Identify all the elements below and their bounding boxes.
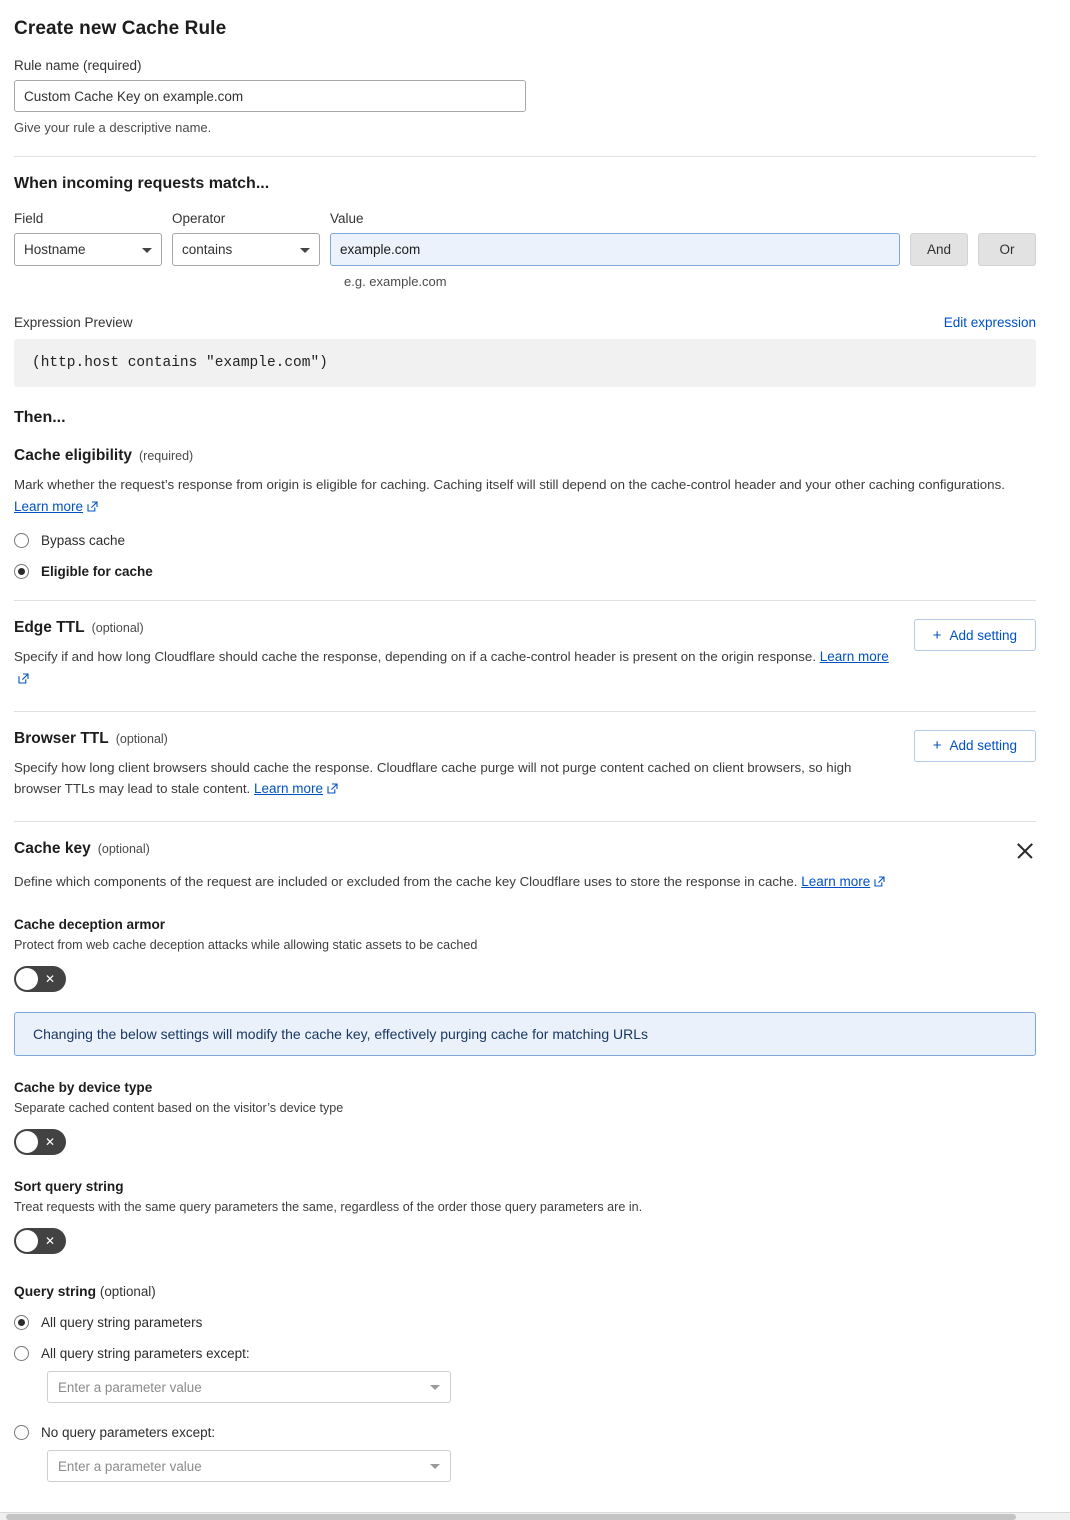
rule-name-hint: Give your rule a descriptive name.	[14, 120, 212, 135]
toggle-knob	[16, 1230, 38, 1252]
expression-preview: (http.host contains "example.com")	[14, 339, 1036, 387]
cache-key-notice: Changing the below settings will modify the cache key, effectively purging cache for matching URLs	[14, 1012, 1036, 1056]
field-select[interactable]	[14, 233, 162, 266]
query-string-optional: (optional)	[99, 1284, 156, 1300]
cache-eligibility-description-text: Mark whether the request’s response from origin is eligible for caching. Caching itself will still depend on the cache-control header and your other caching configurations.	[14, 477, 1005, 492]
radio-icon	[14, 1346, 29, 1361]
value-column	[330, 211, 900, 266]
external-link-icon	[87, 501, 98, 512]
external-link-icon	[874, 876, 885, 887]
chevron-down-icon	[142, 248, 152, 253]
radio-all-query-string-parameters[interactable]	[14, 1315, 1036, 1330]
sort-query-string-toggle[interactable]	[14, 1228, 66, 1254]
operator-select[interactable]	[172, 233, 320, 266]
toggle-off-icon: ✕	[44, 972, 55, 987]
edge-ttl-add-setting-button[interactable]	[914, 619, 1036, 651]
radio-all-query-string-parameters-label: All query string parameters	[41, 1315, 203, 1331]
toggle-knob	[16, 968, 38, 990]
scrollbar-thumb[interactable]	[6, 1514, 1016, 1520]
edge-ttl-add-setting-label: Add setting	[949, 627, 1017, 643]
operator-column	[172, 211, 320, 266]
cache-deception-armor-title: Cache deception armor	[14, 917, 166, 933]
browser-ttl-title: Browser TTL	[14, 729, 109, 747]
then-heading: Then...	[14, 409, 66, 426]
edge-ttl-learn-more[interactable]: Learn more	[819, 649, 889, 665]
expression-header	[14, 315, 1036, 330]
cache-eligibility-description	[14, 474, 1014, 517]
value-label: Value	[330, 211, 364, 226]
divider	[14, 600, 1036, 601]
radio-no-except-label: No query parameters except:	[41, 1425, 216, 1441]
field-select-value: Hostname	[24, 242, 86, 257]
browser-ttl-title-row	[14, 730, 890, 748]
all-except-parameter-placeholder: Enter a parameter value	[58, 1379, 202, 1395]
and-button[interactable]: And	[910, 233, 968, 266]
browser-ttl-add-setting-button[interactable]	[914, 730, 1036, 762]
cache-eligibility-title-row	[14, 447, 1036, 465]
cache-by-device-type-toggle[interactable]	[14, 1129, 66, 1155]
edge-ttl-description	[14, 646, 890, 689]
rule-name-input[interactable]	[14, 80, 526, 112]
radio-eligible-for-cache[interactable]	[14, 564, 1036, 579]
browser-ttl-description	[14, 757, 890, 800]
browser-ttl-section	[14, 730, 1036, 800]
radio-icon	[14, 1315, 29, 1330]
cache-key-learn-more[interactable]: Learn more	[801, 874, 871, 890]
chevron-down-icon	[430, 1385, 440, 1390]
radio-icon	[14, 533, 29, 548]
browser-ttl-description-text: Specify how long client browsers should cache the response. Cloudflare cache purge will not purge content cached on client browsers, so high browser TTLs may lead to stale content.	[14, 759, 852, 797]
query-string-title: Query string	[14, 1284, 97, 1300]
cache-eligibility-learn-more[interactable]: Learn more	[14, 498, 84, 514]
divider	[14, 821, 1036, 822]
rule-name-group	[14, 58, 1036, 135]
close-icon[interactable]	[1014, 840, 1036, 862]
plus-icon: +	[932, 626, 942, 644]
no-except-parameter-placeholder: Enter a parameter value	[58, 1458, 202, 1474]
edge-ttl-title-row	[14, 619, 890, 637]
cache-key-title-row	[14, 840, 150, 858]
cache-by-device-type-title: Cache by device type	[14, 1080, 153, 1096]
value-input[interactable]	[330, 233, 900, 266]
cache-key-description	[14, 871, 1014, 893]
radio-bypass-cache[interactable]	[14, 533, 1036, 548]
divider	[14, 156, 1036, 157]
cache-deception-armor-description: Protect from web cache deception attacks while allowing static assets to be cached	[14, 938, 478, 953]
match-row	[14, 211, 1036, 266]
radio-icon	[14, 564, 29, 579]
edge-ttl-description-text: Specify if and how long Cloudflare should cache the response, depending on if a cache-control header is present on the origin response.	[14, 649, 817, 665]
browser-ttl-optional: (optional)	[115, 731, 168, 746]
edge-ttl-title: Edge TTL	[14, 619, 85, 637]
sort-query-string-title: Sort query string	[14, 1179, 124, 1195]
horizontal-scrollbar[interactable]	[0, 1512, 1070, 1520]
no-except-parameter-select[interactable]	[47, 1450, 451, 1482]
sort-query-string-description: Treat requests with the same query parameters the same, regardless of the order those query parameters are in.	[14, 1200, 643, 1215]
all-except-parameter-select[interactable]	[47, 1371, 451, 1403]
radio-icon	[14, 1425, 29, 1440]
cache-eligibility-required: (required)	[139, 449, 194, 463]
operator-label: Operator	[172, 211, 226, 226]
page-title: Create new Cache Rule	[14, 18, 227, 39]
cache-key-header	[14, 840, 1036, 862]
external-link-icon	[327, 783, 338, 794]
cache-deception-armor-toggle[interactable]	[14, 966, 66, 992]
radio-all-query-string-parameters-except[interactable]	[14, 1346, 1036, 1361]
expression-preview-label: Expression Preview	[14, 315, 133, 330]
query-string-title-row	[14, 1284, 1036, 1299]
toggle-off-icon: ✕	[44, 1234, 55, 1249]
cache-key-description-text: Define which components of the request are included or excluded from the cache key Cloudflare uses to store the response in cache.	[14, 874, 798, 890]
browser-ttl-add-setting-label: Add setting	[949, 738, 1017, 754]
plus-icon: +	[932, 737, 942, 755]
radio-eligible-for-cache-label: Eligible for cache	[41, 564, 153, 580]
cache-key-section	[14, 840, 1036, 1482]
or-button[interactable]: Or	[978, 233, 1036, 266]
cache-key-optional: (optional)	[97, 842, 150, 857]
cache-key-title: Cache key	[14, 840, 91, 858]
radio-no-query-parameters-except[interactable]	[14, 1425, 1036, 1440]
cache-by-device-type-description: Separate cached content based on the visitor’s device type	[14, 1101, 344, 1116]
browser-ttl-learn-more[interactable]: Learn more	[253, 781, 324, 797]
rule-name-label: Rule name (required)	[14, 58, 142, 73]
value-hint: e.g. example.com	[344, 274, 447, 289]
divider	[14, 711, 1036, 712]
operator-select-value: contains	[182, 242, 233, 257]
toggle-knob	[16, 1131, 38, 1153]
cache-eligibility-section	[14, 447, 1036, 579]
external-link-icon	[18, 673, 29, 684]
radio-all-except-label: All query string parameters except:	[41, 1346, 250, 1362]
edit-expression-link[interactable]: Edit expression	[943, 315, 1036, 330]
chevron-down-icon	[300, 248, 310, 253]
match-heading: When incoming requests match...	[14, 175, 270, 192]
field-column	[14, 211, 162, 266]
edge-ttl-optional: (optional)	[91, 621, 144, 636]
chevron-down-icon	[430, 1464, 440, 1469]
radio-bypass-cache-label: Bypass cache	[41, 533, 126, 549]
toggle-off-icon: ✕	[44, 1135, 55, 1150]
edge-ttl-section	[14, 619, 1036, 689]
cache-eligibility-title: Cache eligibility	[14, 447, 133, 464]
field-label: Field	[14, 211, 44, 226]
